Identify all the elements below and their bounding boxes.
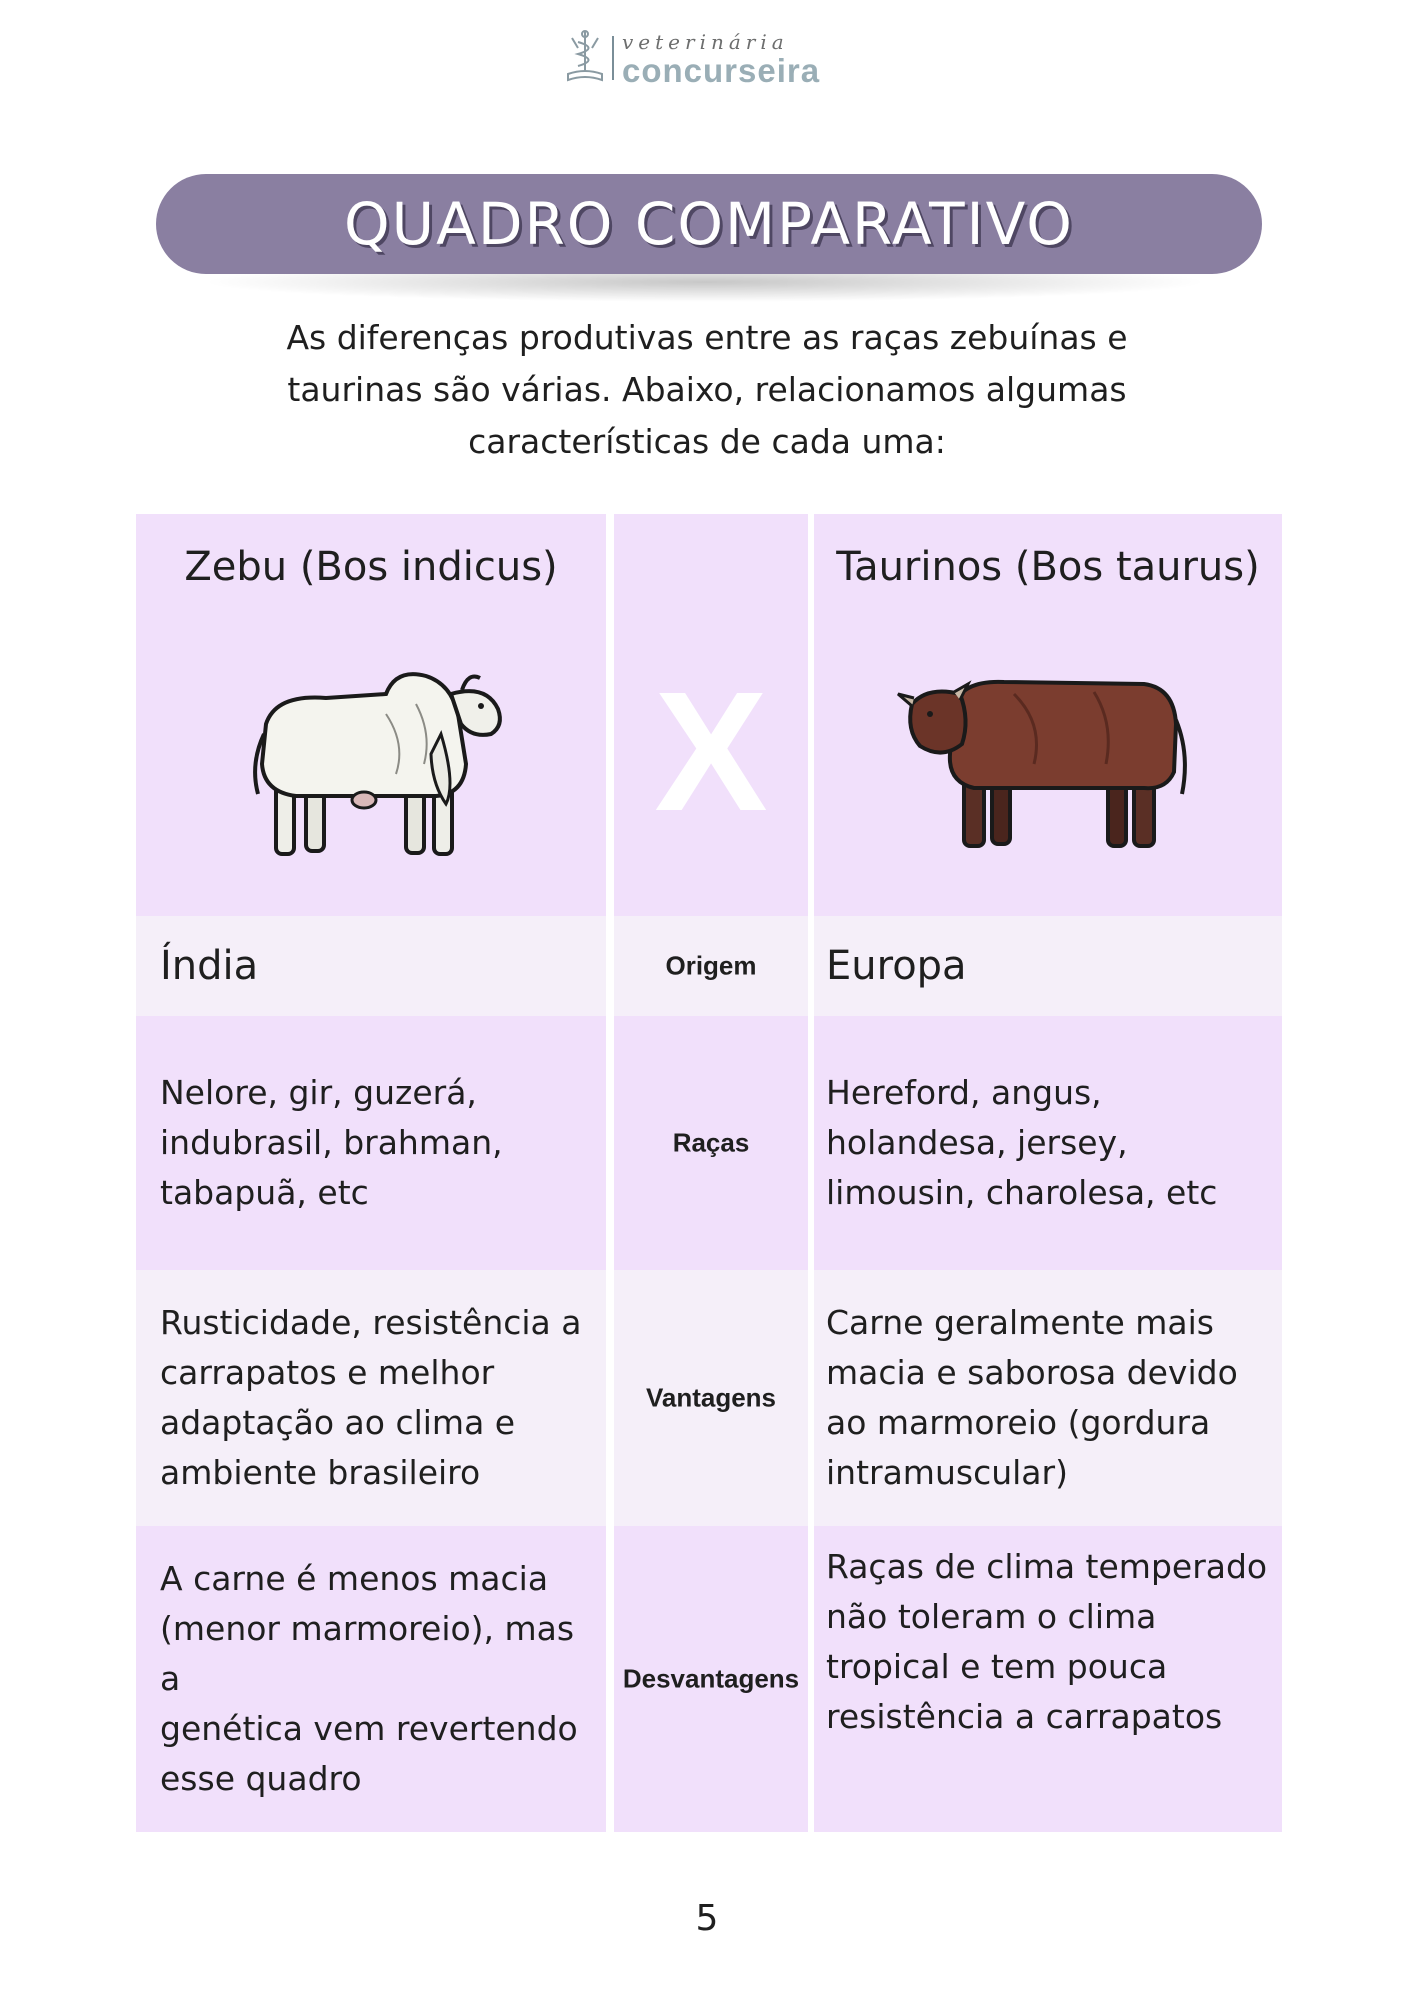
taurus-heading: Taurinos (Bos taurus) [836,544,1260,590]
row-advantages-left [136,1270,606,1526]
text-line: não toleram o clima [826,1597,1157,1637]
disadvantages-zebu [160,1554,592,1804]
row-disadvantages-right [814,1526,1282,1832]
row-disadvantages-left [136,1526,606,1832]
text-line: esse quadro [160,1759,362,1798]
advantages-zebu [160,1298,592,1498]
zebu-heading: Zebu (Bos indicus) [184,544,558,590]
text-line: Rusticidade, resistência a [160,1303,582,1342]
text-line: ambiente brasileiro [160,1453,481,1492]
page-number: 5 [695,1898,719,1939]
text-line: Raças de clima temperado [826,1547,1268,1587]
text-line: Carne geralmente mais [826,1303,1214,1342]
text-line: adaptação ao clima e [160,1403,516,1442]
row-label-advantages: Vantagens [645,1382,777,1413]
text-line: (menor marmoreio), mas a [160,1609,575,1698]
row-advantages-label-cell [614,1270,808,1526]
header-vs [614,514,808,916]
versus-mark: X [654,657,768,847]
logo-divider [612,36,614,80]
breeds-zebu [160,1068,592,1218]
row-origin-right [814,916,1282,1016]
text-line: macia e saborosa devido [826,1353,1238,1392]
row-advantages-right [814,1270,1282,1526]
text-line: intramuscular) [826,1453,1068,1492]
text-line: limousin, charolesa, etc [826,1173,1218,1212]
text-line: Nelore, gir, guzerá, [160,1073,477,1112]
row-breeds-left [136,1016,606,1270]
intro-line: taurinas são várias. Abaixo, relacionamos algumas [287,370,1127,409]
brand-logo [566,28,856,88]
text-line: carrapatos e melhor [160,1353,495,1392]
origin-taurus: Europa [826,943,967,989]
text-line: holandesa, jersey, [826,1123,1128,1162]
zebu-cattle-icon [236,664,516,864]
text-line: tropical e tem pouca [826,1647,1168,1687]
breeds-taurus [826,1068,1268,1218]
text-line: indubrasil, brahman, [160,1123,503,1162]
bull-icon [894,664,1194,864]
text-line: tabapuã, etc [160,1173,369,1212]
header-zebu [136,514,606,916]
intro-line: As diferenças produtivas entre as raças zebuínas e [286,318,1128,357]
advantages-taurus [826,1298,1268,1498]
intro-paragraph [230,312,1184,468]
intro-line: características de cada uma: [468,422,946,461]
brand-script: veterinária [622,30,789,54]
row-breeds-label-cell [614,1016,808,1270]
comparison-table [136,514,1282,1832]
text-line: resistência a carrapatos [826,1697,1223,1737]
caduceus-book-icon [566,28,604,84]
text-line: ao marmoreio (gordura [826,1403,1211,1442]
text-line: Hereford, angus, [826,1073,1102,1112]
page-title: QUADRO COMPARATIVO [344,190,1074,258]
row-label-disadvantages: Desvantagens [622,1663,800,1694]
row-disadvantages-label-cell [614,1526,808,1832]
row-origin-label-cell [614,916,808,1016]
row-label-origin: Origem [665,950,757,981]
header-taurus [814,514,1282,916]
row-origin-left [136,916,606,1016]
disadvantages-taurus [826,1542,1268,1742]
text-line: A carne é menos macia [160,1559,549,1598]
text-line: genética vem revertendo [160,1709,578,1748]
row-breeds-right [814,1016,1282,1270]
row-label-breeds: Raças [672,1127,750,1158]
origin-zebu: Índia [160,943,259,989]
title-banner [156,174,1262,274]
brand-name: concurseira [622,52,821,89]
